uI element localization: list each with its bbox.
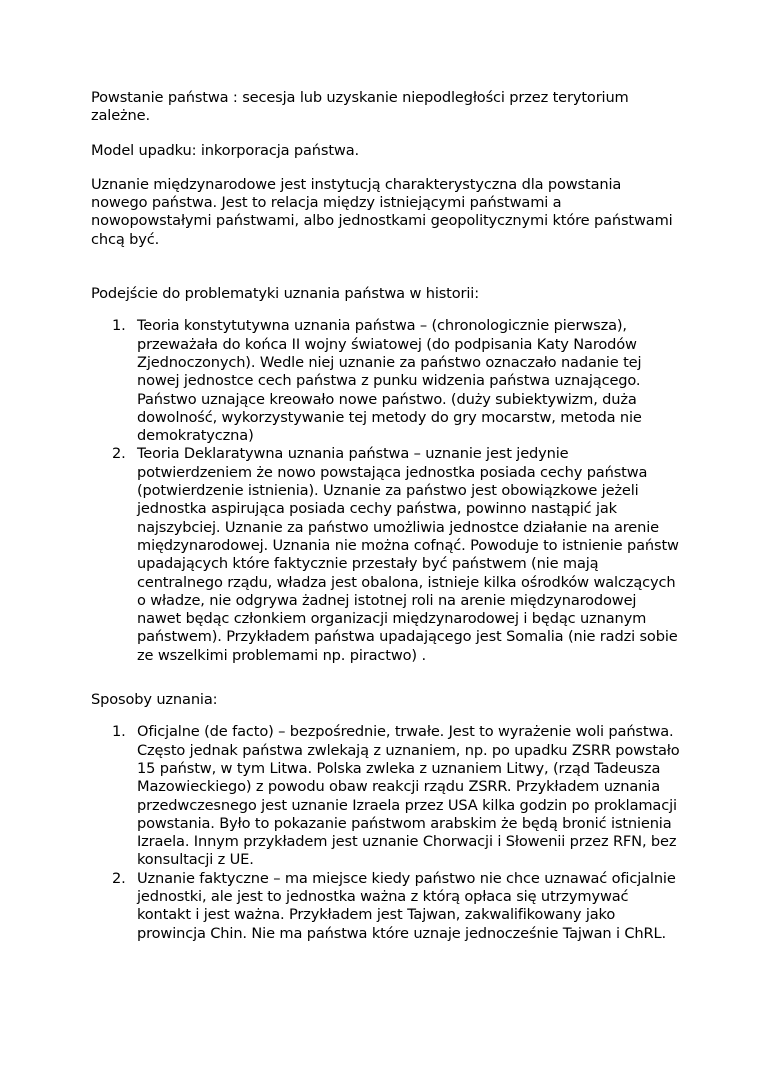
paragraph-international-recognition: Uznanie międzynarodowe jest instytucją charakterystyczna dla powstania nowego państwa. Jest to relacja między istniejącymi państwami a nowopowstałymi państwami, albo jednostkami geopolitycznymi które państwami chcą być. [91, 175, 673, 248]
list-number: 2. [112, 869, 126, 887]
spacer [91, 665, 681, 691]
numbered-list-recognition-methods [91, 723, 681, 943]
list-number: 1. [112, 317, 126, 335]
section-heading-history: Podejście do problematyki uznania państwa w historii: [91, 285, 479, 303]
list-item-constitutive-theory [91, 317, 681, 445]
list-item-declarative-theory [91, 445, 681, 665]
list-item-text: Teoria Deklaratywna uznania państwa – uznanie jest jedynie potwierdzeniem że nowo powstająca jednostka posiada cechy państwa (potwierdzenie istnienia). Uznanie za państwo jest obowiązkowe jeżeli jednostka aspirująca posiada cechy państwa, powinno nastąpić jak najszybciej. Uznanie za państwo umożliwia jednostce działanie na arenie międzynarodowej. Uznania nie można cofnąć. Powoduje to istnienie państw upadających które faktycznie przestały być państwem (nie mają centralnego rządu, władza jest obalona, istnieje kilka ośrodków walczących o władze, nie odgrywa żadnej istotnej roli na arenie międzynarodowej nawet będąc członkiem organizacji międzynarodowej i będąc uznanym państwem). Przykładem państwa upadającego jest Somalia (nie radzi sobie ze wszelkimi problemami np. piractwo) . [137, 445, 679, 664]
paragraph-collapse-model: Model upadku: inkorporacja państwa. [91, 141, 359, 159]
list-item-text: Oficjalne (de facto) – bezpośrednie, trwałe. Jest to wyrażenie woli państwa. Często jednak państwa zwlekają z uznaniem, np. po upadku ZSRR powstało 15 państw, w tym Litwa. Polska zwleka z uznaniem Litwy, (rząd Tadeusza Mazowieckiego) z powodu obaw reakcji rządu ZSRR. Przykładem uznania przedwczesnego jest uznanie Izraela przez USA kilka godzin po proklamacji powstania. Było to pokazanie państwom arabskim że będą bronić istnienia Izraela. Innym przykładem jest uznanie Chorwacji i Słowenii przez RFN, bez konsultacji z UE. [137, 723, 680, 869]
list-item-text: Uznanie faktyczne – ma miejsce kiedy państwo nie chce uznawać oficjalnie jednostki, ale jest to jednostka ważna z którą opłaca się utrzymywać kontakt i jest ważna. Przykładem jest Tajwan, zakwalifikowany jako prowincja Chin. Nie ma państwa które uznaje jednocześnie Tajwan i ChRL. [137, 869, 676, 942]
spacer [91, 249, 681, 285]
numbered-list-theories [91, 317, 681, 665]
list-item-official-recognition [91, 723, 681, 869]
document-content [91, 89, 681, 943]
list-number: 2. [112, 445, 126, 463]
paragraph-state-formation: Powstanie państwa : secesja lub uzyskanie niepodległości przez terytorium zależne. [91, 89, 629, 125]
list-item-factual-recognition [91, 870, 681, 943]
list-item-text: Teoria konstytutywna uznania państwa – (chronologicznie pierwsza), przeważała do końca II wojny światowej (do podpisania Katy Narodów Zjednoczonych). Wedle niej uznanie za państwo oznaczało nadanie tej nowej jednostce cech państwa z punku widzenia państwa uznającego. Państwo uznające kreowało nowe państwo. (duży subiektywizm, duża dowolność, wykorzystywanie tej metody do gry mocarstw, metoda nie demokratyczna) [137, 317, 642, 445]
list-number: 1. [112, 723, 126, 741]
section-heading-recognition-methods: Sposoby uznania: [91, 691, 218, 709]
